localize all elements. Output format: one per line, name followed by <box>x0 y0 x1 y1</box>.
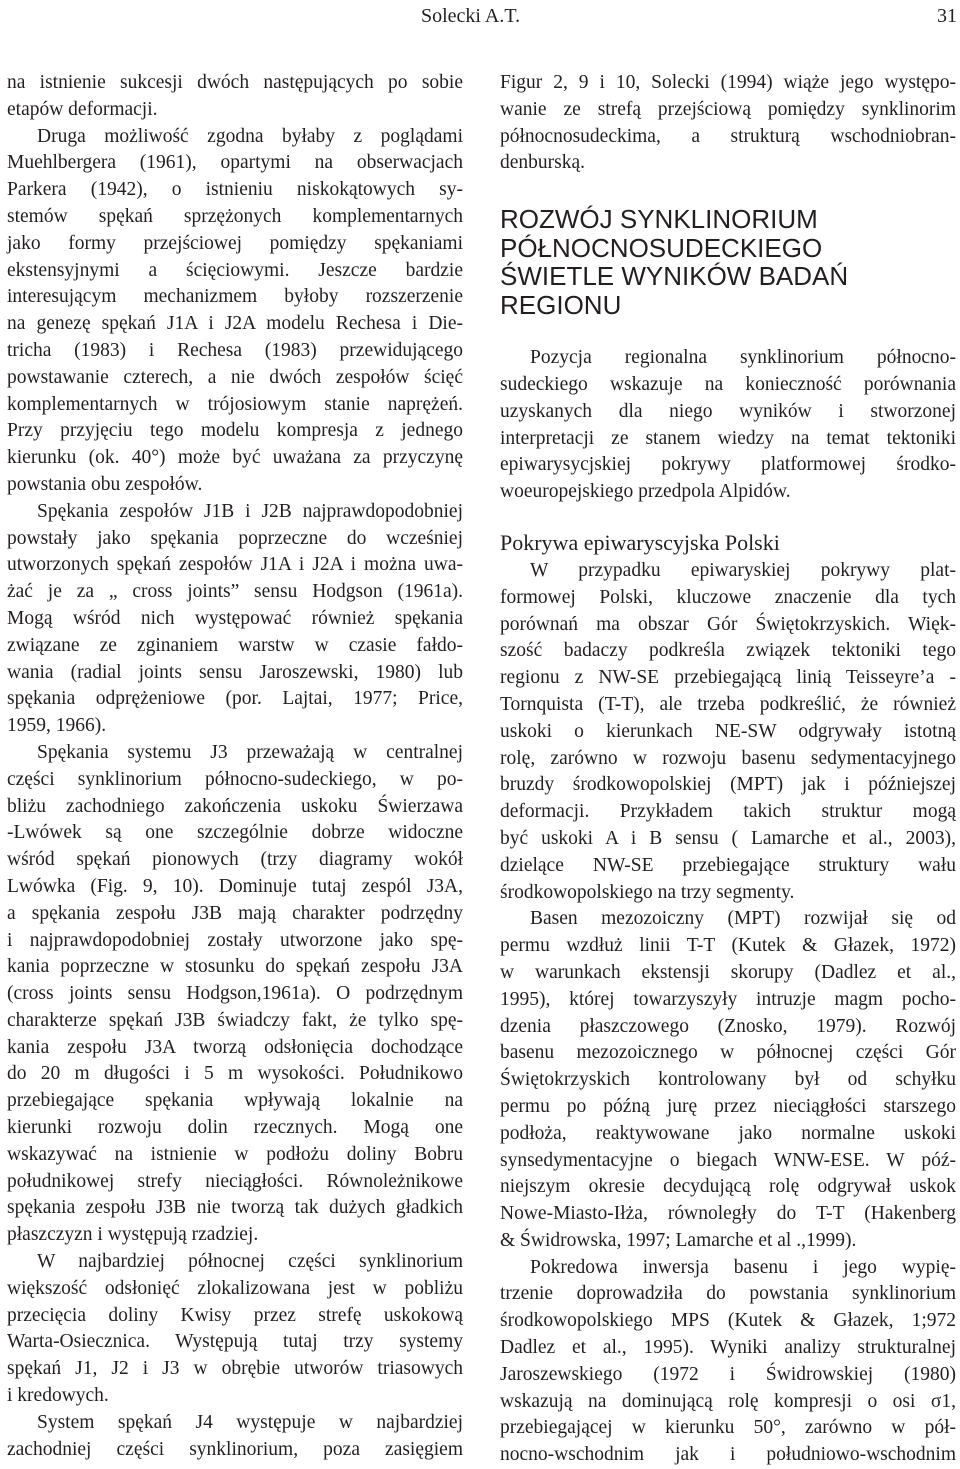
text-line: & Świdrowska, 1997; Lamarche et al .,1999). <box>500 1229 857 1251</box>
text-line: Spękania zespołów J1B i J2B najprawdopodobniej <box>37 500 463 522</box>
text-line: basenu mezozoicznego w północnej części Gór <box>500 1042 956 1064</box>
running-header <box>0 0 960 40</box>
subsection-heading: Pokrywa epiwaryscyjska Polski <box>500 529 780 555</box>
text-line: sudeckiego wskazuje na konieczność porównania <box>500 373 956 395</box>
text-line: związane ze zginaniem warstw w czasie fałdo- <box>7 634 463 656</box>
page-number: 31 <box>937 5 957 27</box>
text-line: interesującym mechanizmem byłoby rozszerzenie <box>7 286 463 308</box>
heading-line: ŚWIETLE WYNIKÓW BADAŃ <box>500 261 849 292</box>
text-line: bruzdy środkowopolskiej (MPT) jak i późniejszej <box>500 774 956 796</box>
text-line: regionu z NW-SE przebiegającą linią Teisseyre’a - <box>500 667 956 689</box>
text-line: stemów spękań sprzężonych komplementarnych <box>7 205 463 227</box>
text-line: permu po późną jurę przez nieciągłości starszego <box>500 1095 956 1117</box>
text-line: komplementarnych w trójosiowym stanie naprężeń. <box>7 393 463 415</box>
text-line: przebiegającej w kierunku 50°, zarówno w pół- <box>500 1417 956 1439</box>
text-line: W najbardziej północnej części synklinorium <box>37 1251 463 1273</box>
text-line: kania zespołu J3A tworzą odsłonięcia dochodzące <box>7 1036 463 1058</box>
text-line: 1959, 1966). <box>7 715 107 737</box>
text-line: na istnienie sukcesji dwóch następujących po sobie <box>7 72 463 93</box>
text-line: wśród spękań pionowych (trzy diagramy wokół <box>7 849 463 871</box>
text-line: żać je za „ cross joints” sensu Hodgson (1961a). <box>7 581 463 603</box>
text-line: Druga możliwość zgodna byłaby z poglądami <box>37 125 463 147</box>
text-line: jako formy przejściowej pomiędzy spękaniami <box>7 232 463 254</box>
text-line: szość badaczy podkreśla związek tektoniki tego <box>500 640 956 662</box>
text-line: podłoża, reaktywowane jako normalne uskoki <box>500 1122 956 1144</box>
text-line: wskazują na dominującą rolę kompresji o osi σ1, <box>500 1390 956 1412</box>
heading-line: REGIONU <box>500 289 622 320</box>
text-line: kania poprzeczne w stosunku do spękań zespołu J3A <box>7 956 463 978</box>
running-title: Solecki A.T. <box>421 5 521 27</box>
spacer <box>500 319 956 345</box>
text-line: wanie ze strefą przejściową pomiędzy synklinorim <box>500 98 956 120</box>
text-line: południkowej strefy nieciągłości. Równoleżnikowe <box>7 1170 463 1192</box>
text-line: rolę, zarówno w rozwoju basenu sedymentacyjnego <box>500 747 956 769</box>
text-line: wskazywać na istnienie w podłożu doliny Bobru <box>7 1143 463 1165</box>
text-line: do 20 m długości i 5 m wysokości. Południkowo <box>7 1063 463 1085</box>
text-line: Nowe-Miasto-Iłża, równoległy do T-T (Hakenberg <box>500 1203 956 1225</box>
text-line: środkowopolskiego MPS (Kutek & Głazek, 1;972 <box>500 1310 956 1332</box>
text-line: Warta-Osiecznica. Występują tutaj trzy systemy <box>7 1331 463 1353</box>
text-line: nocno-wschodnim jak i południowo-wschodnim <box>500 1444 956 1466</box>
left-column <box>7 70 463 1460</box>
heading-line: PÓŁNOCNOSUDECKIEGO <box>500 232 823 263</box>
text-line: woeuropejskiego przedpola Alpidów. <box>500 481 791 503</box>
text-line: Basen mezozoiczny (MPT) rozwijał się od <box>530 908 956 930</box>
section-heading <box>500 205 956 319</box>
text-line: części synklinorium północno-sudeckiego, w po- <box>7 768 463 790</box>
text-line: (cross joints sensu Hodgson,1961a). O podrzędnym <box>7 983 463 1005</box>
text-line: powstały jako spękania poprzeczne do wcześniej <box>7 527 463 549</box>
text-line: etapów deformacji. <box>7 98 158 120</box>
text-line: być uskoki A i B sensu ( Lamarche et al., 2003), <box>500 827 956 849</box>
text-line: Lwówka (Fig. 9, 10). Dominuje tutaj zespól J3A, <box>7 875 463 897</box>
text-line: W przypadku epiwaryskiej pokrywy plat- <box>530 559 956 581</box>
text-line: Pozycja regionalna synklinorium północno- <box>530 347 956 369</box>
text-line: deformacji. Przykładem takich struktur mogą <box>500 801 956 823</box>
text-line: a spękania zespołu J3B mają charakter podrzędny <box>7 902 463 924</box>
text-line: kierunki rozwoju dolin rzecznych. Mogą one <box>7 1117 463 1139</box>
text-line: niejszym okresie decydującą rolę odgrywał uskok <box>500 1176 956 1198</box>
text-line: przebiegające spękania wpływają lokalnie na <box>7 1090 463 1112</box>
text-line: spękań J1, J2 i J3 w obrębie utworów triasowych <box>7 1358 463 1380</box>
text-line: ekstensyjnymi a ścięciowymi. Jeszcze bardzie <box>7 259 463 281</box>
spacer <box>500 506 956 528</box>
text-line: utworzonych spękań zespołów J1A i J2A i można uwa- <box>7 554 463 576</box>
text-line: spękania zespołu J3B nie tworzą tak dużych gładkich <box>7 1197 463 1219</box>
text-line: przecięcia doliny Kwisy przez strefę uskokową <box>7 1304 463 1326</box>
text-line: Spękania systemu J3 przeważają w centralnej <box>37 741 463 763</box>
text-line: denburską. <box>500 152 586 174</box>
text-line: trzenie doprowadziła do powstania synklinorium <box>500 1283 956 1305</box>
text-line: i najprawdopodobniej zostały utworzone jako spę- <box>7 929 463 951</box>
text-line: powstawanie czterech, a nie dwóch zespołów ścięć <box>7 366 463 388</box>
text-line: uskoki o kierunkach NE-SW odgrywały istotną <box>500 720 956 742</box>
text-line: spękania odprężeniowe (por. Lajtai, 1977; Price, <box>7 688 463 710</box>
text-line: Figur 2, 9 i 10, Solecki (1994) wiąże jego występo- <box>500 72 956 93</box>
text-line: Dadlez et al., 1995). Wyniki analizy strukturalnej <box>500 1337 956 1359</box>
text-line: wania (radial joints sensu Jaroszewski, 1980) lub <box>7 661 463 683</box>
text-line: Muehlbergera (1961), opartymi na obserwacjach <box>7 152 463 174</box>
text-line: porównań ma obszar Gór Świętokrzyskich. Więk- <box>500 613 956 635</box>
text-line: zachodniej części synklinorium, poza zasięgiem <box>7 1438 463 1460</box>
text-line: kierunku (ok. 40°) może być uważana za przyczynę <box>7 447 463 469</box>
text-line: interpretacji ze stanem wiedzy na temat tektoniki <box>500 427 956 449</box>
text-line: System spękań J4 występuje w najbardziej <box>37 1411 463 1433</box>
text-line: Przy przyjęciu tego modelu kompresja z jednego <box>7 420 463 442</box>
text-line: formowej Polski, kluczowe znaczenie dla tych <box>500 586 956 608</box>
text-line: i kredowych. <box>7 1385 109 1407</box>
text-line: -Lwówek są one szczególnie dobrze widoczne <box>7 822 463 844</box>
text-line: 1995), której towarzyszyły intruzje magm pocho- <box>500 988 956 1010</box>
text-line: dzenia płaszczowego (Znosko, 1979). Rozwój <box>500 1015 956 1037</box>
text-line: dzielące NW-SE przebiegające struktury wału <box>500 854 956 876</box>
text-line: permu wzdłuż linii T-T (Kutek & Głazek, 1972) <box>500 935 956 957</box>
text-line: płaszczyzn i występują rzadziej. <box>7 1224 259 1246</box>
text-line: północnosudeckima, a strukturą wschodniobran- <box>500 125 956 147</box>
text-line: tricha (1983) i Rechesa (1983) przewidującego <box>7 339 463 361</box>
heading-line: ROZWÓJ SYNKLINORIUM <box>500 204 818 235</box>
text-line: Jaroszewskiego (1972 i Świdrowskiej (1980) <box>500 1363 956 1385</box>
text-line: środkowopolskiego na trzy segmenty. <box>500 881 795 903</box>
spacer <box>500 177 956 205</box>
text-line: Tornquista (T-T), ale trzeba podkreślić, że również <box>500 693 956 715</box>
right-column <box>500 70 956 1466</box>
text-line: powstania obu zespołów. <box>7 473 203 495</box>
text-line: bliżu zachodniego zakończenia uskoku Świerzawa <box>7 795 463 817</box>
text-line: synsedymentacyjne o biegach WNW-ESE. W póź- <box>500 1149 956 1171</box>
text-line: na genezę spękań J1A i J2A modelu Rechesa i Die- <box>7 313 463 335</box>
text-line: większość odsłonięć zlokalizowana jest w pobliżu <box>7 1277 463 1299</box>
text-line: Pokredowa inwersja basenu i jego wypię- <box>530 1256 956 1278</box>
text-line: epiwarysycjskiej pokrywy platformowej środko- <box>500 454 956 476</box>
text-line: w warunkach ekstensji skorupy (Dadlez et al., <box>500 961 956 983</box>
text-line: Mogą wśród nich występować również spękania <box>7 607 463 629</box>
text-line: Parkera (1942), o istnieniu niskokątowych sy- <box>7 179 463 201</box>
text-line: uzyskanych dla niego wyników i stworzonej <box>500 400 956 422</box>
text-line: Świętokrzyskich kontrolowany był od schyłku <box>500 1069 956 1091</box>
text-line: charakterze spękań J3B świadczy fakt, że tylko spę- <box>7 1009 463 1031</box>
